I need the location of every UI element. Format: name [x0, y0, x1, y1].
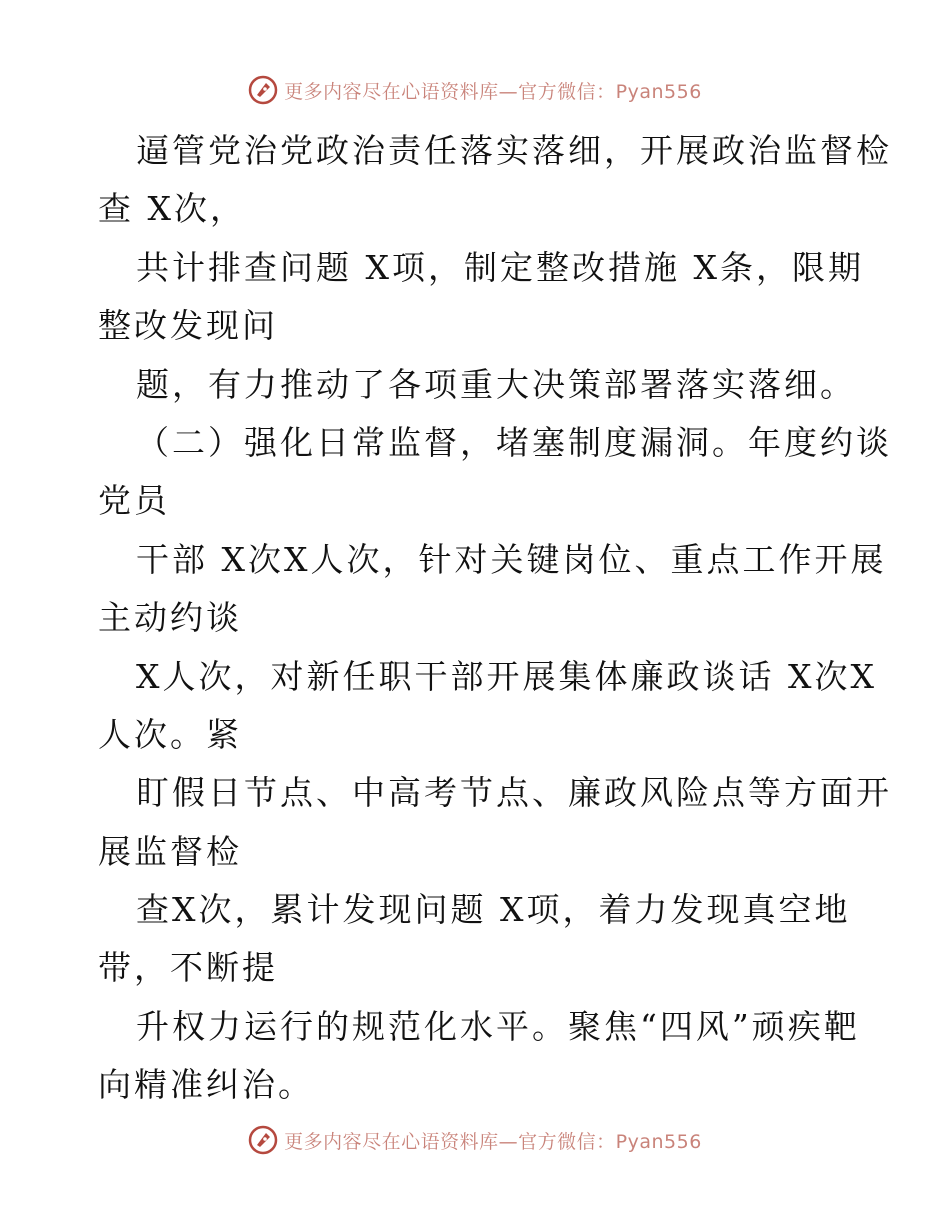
- text-line: 带，不断提: [98, 948, 278, 988]
- text-line: 查 X次，: [98, 189, 246, 229]
- text-line: 升权力运行的规范化水平。聚焦“四风”顽疾靶: [136, 1006, 860, 1046]
- footer-watermark-text: 更多内容尽在心语资料库—官方微信：Pyan556: [284, 1130, 702, 1153]
- text-line: 整改发现问: [98, 306, 278, 346]
- pen-nib-logo-icon: [248, 1125, 278, 1155]
- header-watermark: [0, 70, 950, 110]
- footer-watermark: [0, 1120, 950, 1160]
- text-line: X人次，对新任职干部开展集体廉政谈话 X次X: [136, 656, 877, 696]
- text-line: （二）强化日常监督，堵塞制度漏洞。年度约谈: [136, 422, 892, 462]
- text-line: 人次。紧: [98, 714, 242, 754]
- document-body: [98, 122, 892, 1115]
- text-line: 查X次，累计发现问题 X项，着力发现真空地: [136, 890, 851, 930]
- text-line: 共计排查问题 X项，制定整改措施 X条，限期: [136, 247, 864, 287]
- text-line: 向精准纠治。: [98, 1065, 314, 1105]
- pen-nib-logo-icon: [248, 75, 278, 105]
- text-line: 干部 X次X人次，针对关键岗位、重点工作开展: [136, 539, 887, 579]
- text-line: 盯假日节点、中高考节点、廉政风险点等方面开: [136, 773, 892, 813]
- text-line: 党员: [98, 481, 170, 521]
- text-line: 展监督检: [98, 831, 242, 871]
- header-watermark-text: 更多内容尽在心语资料库—官方微信：Pyan556: [284, 80, 702, 103]
- text-line: 逼管党治党政治责任落实落细，开展政治监督检: [136, 131, 892, 170]
- text-line: 主动约谈: [98, 598, 242, 638]
- text-line: 题，有力推动了各项重大决策部署落实落细。: [136, 364, 856, 404]
